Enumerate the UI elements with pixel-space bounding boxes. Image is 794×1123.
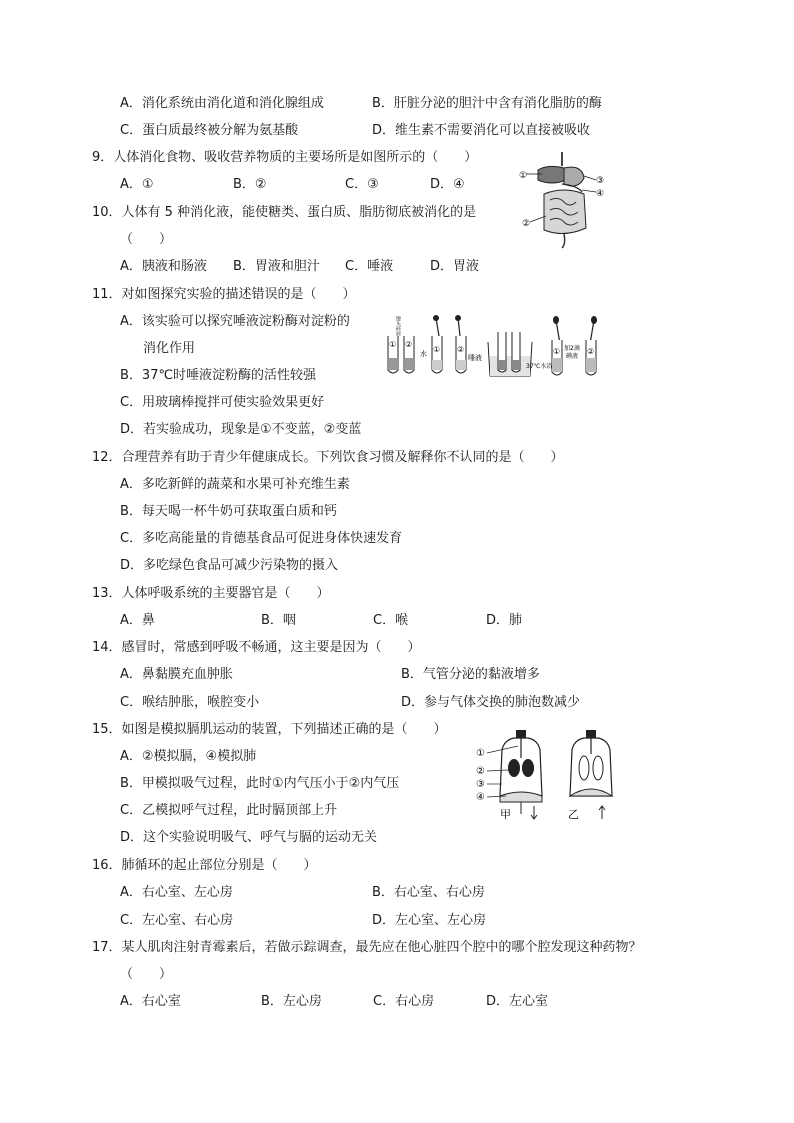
tube2-step2-label: ② <box>457 345 465 354</box>
fig-label-2: ② <box>522 219 531 229</box>
q15-stem: 15．如图是模拟膈肌运动的装置，下列描述正确的是（ ） <box>92 722 447 737</box>
tube1-label: ① <box>389 340 397 349</box>
q17-option-b: B．左心房 <box>261 994 322 1009</box>
model-yi-label: 乙 <box>568 808 579 821</box>
q10-option-b: B．胃液和胆汁 <box>233 259 320 274</box>
q8-option-a: A．消化系统由消化道和消化腺组成 <box>120 96 324 111</box>
q15-option-c: C．乙模拟呼气过程，此时膈顶部上升 <box>120 803 338 818</box>
paste-label: 馒头碎屑 <box>395 316 401 336</box>
q17-option-d: D．左心室 <box>486 994 549 1009</box>
q10-option-d: D．胃液 <box>430 259 480 274</box>
q12-option-c: C．多吃高能量的肯德基食品可促进身体快速发育 <box>120 531 403 546</box>
q14-option-a: A．鼻黏膜充血肿胀 <box>120 667 233 682</box>
q16-option-b: B．右心室、右心房 <box>372 885 485 900</box>
q10-option-a: A．胰液和肠液 <box>120 259 207 274</box>
q13-option-c: C．喉 <box>373 613 409 628</box>
diaphragm-label-3: ③ <box>476 779 485 790</box>
q17-answer-paren: （ ） <box>120 967 173 982</box>
water-bath-label: 37℃水浴 <box>526 363 553 370</box>
tube2-label: ② <box>405 340 413 349</box>
q9-option-c: C．③ <box>345 177 379 192</box>
q13-option-a: A．鼻 <box>120 613 155 628</box>
fig-label-3: ③ <box>596 176 605 186</box>
q13-option-d: D．肺 <box>486 613 523 628</box>
digestive-system-figure <box>518 150 610 250</box>
q10-stem: 10．人体有 5 种消化液，能使糖类、蛋白质、脂肪彻底被消化的是 <box>92 205 477 220</box>
q13-option-b: B．咽 <box>261 613 296 628</box>
tube2-step4-label: ② <box>587 347 595 356</box>
diaphragm-model-figure <box>476 726 622 822</box>
tube1-step4-label: ① <box>553 347 561 356</box>
diaphragm-label-1: ① <box>476 748 485 759</box>
iodine-label-2: 碘液 <box>566 353 579 360</box>
q16-option-d: D．左心室、左心房 <box>372 913 487 928</box>
q11-option-b: B．37℃时唾液淀粉酶的活性较强 <box>120 368 317 383</box>
model-jia-label: 甲 <box>500 808 511 821</box>
q11-stem: 11．对如图探究实验的描述错误的是（ ） <box>92 287 356 302</box>
q8-option-b: B．肝脏分泌的胆汁中含有消化脂肪的酶 <box>372 96 602 111</box>
q15-option-b: B．甲模拟吸气过程，此时①内气压小于②内气压 <box>120 776 400 791</box>
q16-option-c: C．左心室、右心房 <box>120 913 234 928</box>
q12-option-b: B．每天喝一杯牛奶可获取蛋白质和钙 <box>120 504 337 519</box>
q16-stem: 16．肺循环的起止部位分别是（ ） <box>92 858 317 873</box>
q9-option-a: A．① <box>120 177 154 192</box>
diaphragm-label-2: ② <box>476 766 485 777</box>
q9-option-d: D．④ <box>430 177 465 192</box>
q11-option-a-cont: 消化作用 <box>143 341 196 356</box>
q11-option-a: A．该实验可以探究唾液淀粉酶对淀粉的 <box>120 314 350 329</box>
q14-option-c: C．喉结肿胀，喉腔变小 <box>120 695 260 710</box>
q17-option-c: C．右心房 <box>373 994 435 1009</box>
q16-option-a: A．右心室、左心房 <box>120 885 233 900</box>
q12-option-d: D．多吃绿色食品可减少污染物的摄入 <box>120 558 339 573</box>
q17-option-a: A．右心室 <box>120 994 181 1009</box>
q14-stem: 14．感冒时，常感到呼吸不畅通，这主要是因为（ ） <box>92 640 421 655</box>
q9-stem: 9．人体消化食物、吸收营养物质的主要场所是如图所示的（ ） <box>92 150 478 165</box>
q17-stem: 17．某人肌肉注射青霉素后，若做示踪调查，最先应在他心脏四个腔中的哪个腔发现这种药物？ <box>92 940 642 955</box>
q8-option-d: D．维生素不需要消化可以直接被吸收 <box>372 123 591 138</box>
q10-option-c: C．唾液 <box>345 259 394 274</box>
q10-answer-paren: （ ） <box>120 232 173 247</box>
q13-stem: 13．人体呼吸系统的主要器官是（ ） <box>92 586 330 601</box>
iodine-label-1: 加2滴 <box>564 345 580 352</box>
water-label: 水 <box>420 350 427 358</box>
q14-option-d: D．参与气体交换的肺泡数减少 <box>401 695 581 710</box>
diaphragm-label-4: ④ <box>476 792 485 803</box>
tube1-step2-label: ① <box>433 345 441 354</box>
q11-option-d: D．若实验成功，现象是①不变蓝，②变蓝 <box>120 422 362 437</box>
q12-stem: 12．合理营养有助于青少年健康成长。下列饮食习惯及解释你不认同的是（ ） <box>92 450 564 465</box>
fig-label-1: ① <box>519 171 528 181</box>
q9-option-b: B．② <box>233 177 267 192</box>
q12-option-a: A．多吃新鲜的蔬菜和水果可补充维生素 <box>120 477 350 492</box>
q15-option-a: A．②模拟膈，④模拟肺 <box>120 749 257 764</box>
fig-label-4: ④ <box>596 189 605 199</box>
starch-experiment-figure <box>380 314 612 380</box>
q14-option-b: B．气管分泌的黏液增多 <box>401 667 540 682</box>
q15-option-d: D．这个实验说明吸气、呼气与膈的运动无关 <box>120 830 378 845</box>
q11-option-c: C．用玻璃棒搅拌可使实验效果更好 <box>120 395 325 410</box>
saliva-label: 唾液 <box>468 354 482 362</box>
q8-option-c: C．蛋白质最终被分解为氨基酸 <box>120 123 299 138</box>
